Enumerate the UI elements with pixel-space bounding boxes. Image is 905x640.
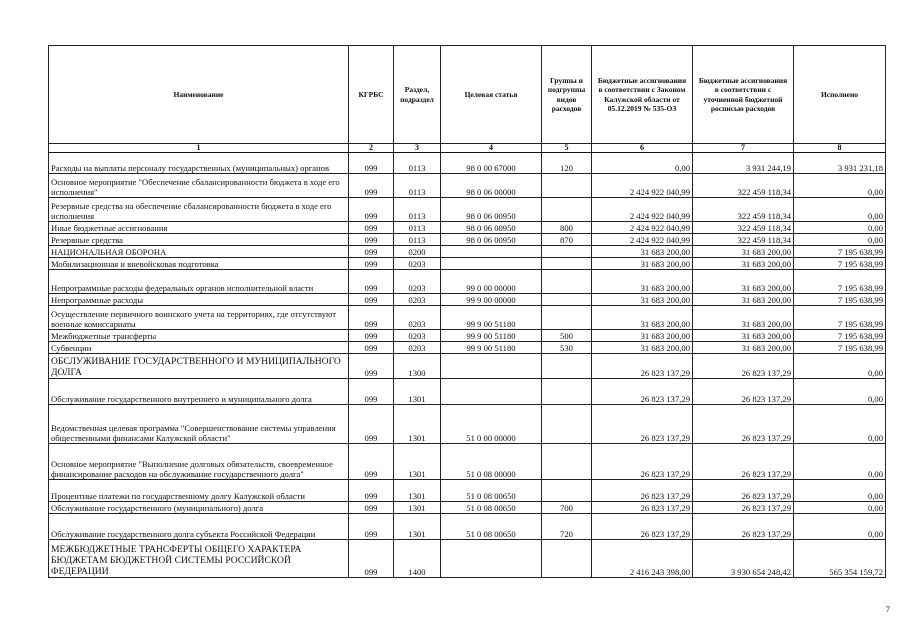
row-executed: 0,00 <box>794 174 886 198</box>
row-law-allocation: 31 683 200,00 <box>592 258 693 270</box>
row-name: НАЦИОНАЛЬНАЯ ОБОРОНА <box>49 246 349 258</box>
row-target-article: 99 9 00 51180 <box>441 330 542 342</box>
row-target-article: 51 0 00 00000 <box>441 405 542 444</box>
table-row <box>49 294 886 306</box>
row-razdel: 0203 <box>394 294 441 306</box>
row-name: Процентные платежи по государственному долгу Калужской области <box>49 480 349 502</box>
row-executed: 7 195 638,99 <box>794 330 886 342</box>
row-razdel: 1301 <box>394 480 441 502</box>
table-row <box>49 306 886 330</box>
row-razdel: 0113 <box>394 222 441 234</box>
row-law-allocation: 26 823 137,29 <box>592 514 693 540</box>
row-kgrbs: 099 <box>349 379 394 405</box>
row-target-article: 98 0 06 00950 <box>441 198 542 222</box>
row-law-allocation: 0,00 <box>592 153 693 174</box>
row-name: Резервные средства на обеспечение сбалансированности бюджета в ходе его исполнения <box>49 198 349 222</box>
row-razdel: 1301 <box>394 379 441 405</box>
row-name: Непрограммные расходы <box>49 294 349 306</box>
row-law-allocation: 2 424 922 040,99 <box>592 234 693 246</box>
table-row <box>49 502 886 514</box>
row-name: Межбюджетные трансферты <box>49 330 349 342</box>
row-razdel: 1301 <box>394 405 441 444</box>
header-target-article: Целевая статья <box>441 46 542 144</box>
table-row <box>49 354 886 379</box>
row-kgrbs: 099 <box>349 502 394 514</box>
table-row <box>49 514 886 540</box>
row-executed: 7 195 638,99 <box>794 306 886 330</box>
row-executed: 0,00 <box>794 354 886 379</box>
header-row <box>49 46 886 144</box>
row-law-allocation: 26 823 137,29 <box>592 502 693 514</box>
row-executed: 7 195 638,99 <box>794 246 886 258</box>
row-law-allocation: 2 424 922 040,99 <box>592 222 693 234</box>
row-executed: 0,00 <box>794 444 886 480</box>
row-razdel: 1300 <box>394 354 441 379</box>
row-kgrbs: 099 <box>349 306 394 330</box>
column-number: 1 <box>49 144 349 153</box>
row-expense-group <box>542 444 592 480</box>
row-target-article: 99 9 00 00000 <box>441 294 542 306</box>
table-row <box>49 222 886 234</box>
row-refined-allocation: 26 823 137,29 <box>693 354 794 379</box>
row-target-article: 51 0 08 00650 <box>441 514 542 540</box>
row-law-allocation: 31 683 200,00 <box>592 270 693 294</box>
row-name: Непрограммные расходы федеральных органов исполнительной власти <box>49 270 349 294</box>
header-executed: Исполнено <box>794 46 886 144</box>
row-name: Иные бюджетные ассигнования <box>49 222 349 234</box>
row-kgrbs: 099 <box>349 330 394 342</box>
table-row <box>49 246 886 258</box>
row-executed: 3 931 231,18 <box>794 153 886 174</box>
row-refined-allocation: 322 459 118,34 <box>693 174 794 198</box>
table-row <box>49 270 886 294</box>
row-expense-group <box>542 354 592 379</box>
table-row <box>49 405 886 444</box>
row-name: ОБСЛУЖИВАНИЕ ГОСУДАРСТВЕННОГО И МУНИЦИПАЛЬНОГО ДОЛГА <box>49 354 349 379</box>
row-law-allocation: 26 823 137,29 <box>592 354 693 379</box>
row-kgrbs: 099 <box>349 294 394 306</box>
row-name: Субвенции <box>49 342 349 354</box>
row-law-allocation: 2 424 922 040,99 <box>592 198 693 222</box>
row-name: Обслуживание государственного (муниципального) долга <box>49 502 349 514</box>
row-refined-allocation: 31 683 200,00 <box>693 258 794 270</box>
table-row <box>49 480 886 502</box>
row-target-article <box>441 258 542 270</box>
row-refined-allocation: 322 459 118,34 <box>693 234 794 246</box>
row-refined-allocation: 26 823 137,29 <box>693 514 794 540</box>
row-executed: 7 195 638,99 <box>794 294 886 306</box>
table-row <box>49 174 886 198</box>
row-target-article <box>441 354 542 379</box>
row-razdel: 0113 <box>394 198 441 222</box>
table-row <box>49 234 886 246</box>
row-executed: 0,00 <box>794 234 886 246</box>
row-razdel: 1301 <box>394 514 441 540</box>
row-law-allocation: 2 424 922 040,99 <box>592 174 693 198</box>
row-refined-allocation: 322 459 118,34 <box>693 222 794 234</box>
row-razdel: 0113 <box>394 234 441 246</box>
row-target-article: 51 0 08 00650 <box>441 502 542 514</box>
column-number: 7 <box>693 144 794 153</box>
column-number: 5 <box>542 144 592 153</box>
row-expense-group <box>542 405 592 444</box>
row-law-allocation: 26 823 137,29 <box>592 444 693 480</box>
row-name: Обслуживание государственного внутреннего и муниципального долга <box>49 379 349 405</box>
row-target-article: 99 9 00 51180 <box>441 342 542 354</box>
row-target-article <box>441 246 542 258</box>
row-target-article: 99 9 00 51180 <box>441 306 542 330</box>
row-kgrbs: 099 <box>349 198 394 222</box>
row-kgrbs: 099 <box>349 174 394 198</box>
column-number: 3 <box>394 144 441 153</box>
row-kgrbs: 099 <box>349 444 394 480</box>
row-executed: 0,00 <box>794 198 886 222</box>
row-expense-group <box>542 270 592 294</box>
row-expense-group: 530 <box>542 342 592 354</box>
table-row <box>49 379 886 405</box>
header-expense-group: Группы и подгруппы видов расходов <box>542 46 592 144</box>
row-name: Основное мероприятие "Выполнение долговых обязательств, своевременное финансирование расходов на обслуживание государственного долга" <box>49 444 349 480</box>
row-executed: 7 195 638,99 <box>794 258 886 270</box>
row-law-allocation: 26 823 137,29 <box>592 379 693 405</box>
row-razdel: 0200 <box>394 246 441 258</box>
row-razdel: 0203 <box>394 330 441 342</box>
row-expense-group <box>542 294 592 306</box>
row-kgrbs: 099 <box>349 258 394 270</box>
row-executed: 0,00 <box>794 222 886 234</box>
row-razdel: 0203 <box>394 342 441 354</box>
table-row <box>49 540 886 578</box>
row-razdel: 0203 <box>394 270 441 294</box>
budget-execution-table <box>48 45 886 578</box>
row-kgrbs: 099 <box>349 234 394 246</box>
header-kgrbs: КГРБС <box>349 46 394 144</box>
row-kgrbs: 099 <box>349 342 394 354</box>
table-row <box>49 258 886 270</box>
row-razdel: 1301 <box>394 502 441 514</box>
row-refined-allocation: 31 683 200,00 <box>693 294 794 306</box>
row-razdel: 0113 <box>394 174 441 198</box>
row-kgrbs: 099 <box>349 222 394 234</box>
row-target-article: 98 0 06 00000 <box>441 174 542 198</box>
header-name: Наименование <box>49 46 349 144</box>
row-kgrbs: 099 <box>349 405 394 444</box>
row-name: Ведомственная целевая программа "Совершенствование системы управления общественными финансами Калужской области" <box>49 405 349 444</box>
row-razdel: 0113 <box>394 153 441 174</box>
row-expense-group <box>542 258 592 270</box>
row-name: Основное мероприятие "Обеспечение сбалансированности бюджета в ходе его исполнения" <box>49 174 349 198</box>
row-target-article: 98 0 06 00950 <box>441 234 542 246</box>
column-number: 8 <box>794 144 886 153</box>
row-refined-allocation: 3 931 244,19 <box>693 153 794 174</box>
row-refined-allocation: 31 683 200,00 <box>693 270 794 294</box>
row-refined-allocation: 26 823 137,29 <box>693 405 794 444</box>
row-executed: 7 195 638,99 <box>794 270 886 294</box>
row-expense-group <box>542 540 592 578</box>
row-name: Расходы на выплаты персоналу государственных (муниципальных) органов <box>49 153 349 174</box>
table-row <box>49 198 886 222</box>
row-executed: 0,00 <box>794 514 886 540</box>
table-row <box>49 153 886 174</box>
row-expense-group: 500 <box>542 330 592 342</box>
row-name: Мобилизационная и вневойсковая подготовка <box>49 258 349 270</box>
row-target-article: 99 0 00 00000 <box>441 270 542 294</box>
row-razdel: 0203 <box>394 258 441 270</box>
row-kgrbs: 099 <box>349 354 394 379</box>
row-expense-group: 800 <box>542 222 592 234</box>
row-name: Резервные средства <box>49 234 349 246</box>
row-expense-group: 870 <box>542 234 592 246</box>
row-executed: 7 195 638,99 <box>794 342 886 354</box>
row-expense-group <box>542 174 592 198</box>
row-kgrbs: 099 <box>349 514 394 540</box>
row-law-allocation: 31 683 200,00 <box>592 342 693 354</box>
row-target-article: 98 0 00 67000 <box>441 153 542 174</box>
row-expense-group <box>542 198 592 222</box>
row-razdel: 0203 <box>394 306 441 330</box>
header-refined-allocations: Бюджетные ассигнования в соответствии с уточненной бюджетной росписью расходов <box>693 46 794 144</box>
row-expense-group: 720 <box>542 514 592 540</box>
row-refined-allocation: 31 683 200,00 <box>693 342 794 354</box>
row-kgrbs: 099 <box>349 270 394 294</box>
row-law-allocation: 31 683 200,00 <box>592 330 693 342</box>
row-expense-group: 120 <box>542 153 592 174</box>
row-executed: 565 354 159,72 <box>794 540 886 578</box>
row-kgrbs: 099 <box>349 153 394 174</box>
header-razdel: Раздел, подраздел <box>394 46 441 144</box>
row-expense-group <box>542 246 592 258</box>
row-refined-allocation: 31 683 200,00 <box>693 330 794 342</box>
table-row <box>49 342 886 354</box>
row-expense-group <box>542 480 592 502</box>
row-law-allocation: 31 683 200,00 <box>592 294 693 306</box>
row-executed: 0,00 <box>794 405 886 444</box>
row-executed: 0,00 <box>794 379 886 405</box>
row-expense-group: 700 <box>542 502 592 514</box>
page-number: 7 <box>885 604 890 614</box>
row-expense-group <box>542 379 592 405</box>
row-target-article: 51 0 08 00650 <box>441 480 542 502</box>
row-name: Осуществление первичного воинского учета на территориях, где отсутствуют военные комиссариаты <box>49 306 349 330</box>
row-executed: 0,00 <box>794 480 886 502</box>
row-refined-allocation: 26 823 137,29 <box>693 444 794 480</box>
row-refined-allocation: 322 459 118,34 <box>693 198 794 222</box>
row-razdel: 1400 <box>394 540 441 578</box>
table-row <box>49 444 886 480</box>
row-kgrbs: 099 <box>349 540 394 578</box>
row-refined-allocation: 3 930 654 248,42 <box>693 540 794 578</box>
row-expense-group <box>542 306 592 330</box>
row-target-article <box>441 379 542 405</box>
column-number: 6 <box>592 144 693 153</box>
table-row <box>49 330 886 342</box>
row-executed: 0,00 <box>794 502 886 514</box>
row-refined-allocation: 26 823 137,29 <box>693 502 794 514</box>
row-refined-allocation: 26 823 137,29 <box>693 379 794 405</box>
row-refined-allocation: 31 683 200,00 <box>693 306 794 330</box>
header-law-allocations: Бюджетные ассигнования в соответствии с Законом Калужской области от 05.12.2019 № 535-ОЗ <box>592 46 693 144</box>
column-number-row <box>49 144 886 153</box>
column-number: 4 <box>441 144 542 153</box>
row-law-allocation: 31 683 200,00 <box>592 246 693 258</box>
row-target-article <box>441 540 542 578</box>
row-refined-allocation: 31 683 200,00 <box>693 246 794 258</box>
row-name: МЕЖБЮДЖЕТНЫЕ ТРАНСФЕРТЫ ОБЩЕГО ХАРАКТЕРА БЮДЖЕТАМ БЮДЖЕТНОЙ СИСТЕМЫ РОССИЙСКОЙ ФЕДЕРАЦИИ <box>49 540 349 578</box>
row-law-allocation: 26 823 137,29 <box>592 405 693 444</box>
row-law-allocation: 31 683 200,00 <box>592 306 693 330</box>
row-target-article: 98 0 06 00950 <box>441 222 542 234</box>
column-number: 2 <box>349 144 394 153</box>
row-law-allocation: 2 416 243 398,00 <box>592 540 693 578</box>
row-razdel: 1301 <box>394 444 441 480</box>
row-target-article: 51 0 08 00000 <box>441 444 542 480</box>
row-refined-allocation: 26 823 137,29 <box>693 480 794 502</box>
row-kgrbs: 099 <box>349 480 394 502</box>
row-name: Обслуживание государственного долга субъекта Российской Федерации <box>49 514 349 540</box>
row-law-allocation: 26 823 137,29 <box>592 480 693 502</box>
row-kgrbs: 099 <box>349 246 394 258</box>
